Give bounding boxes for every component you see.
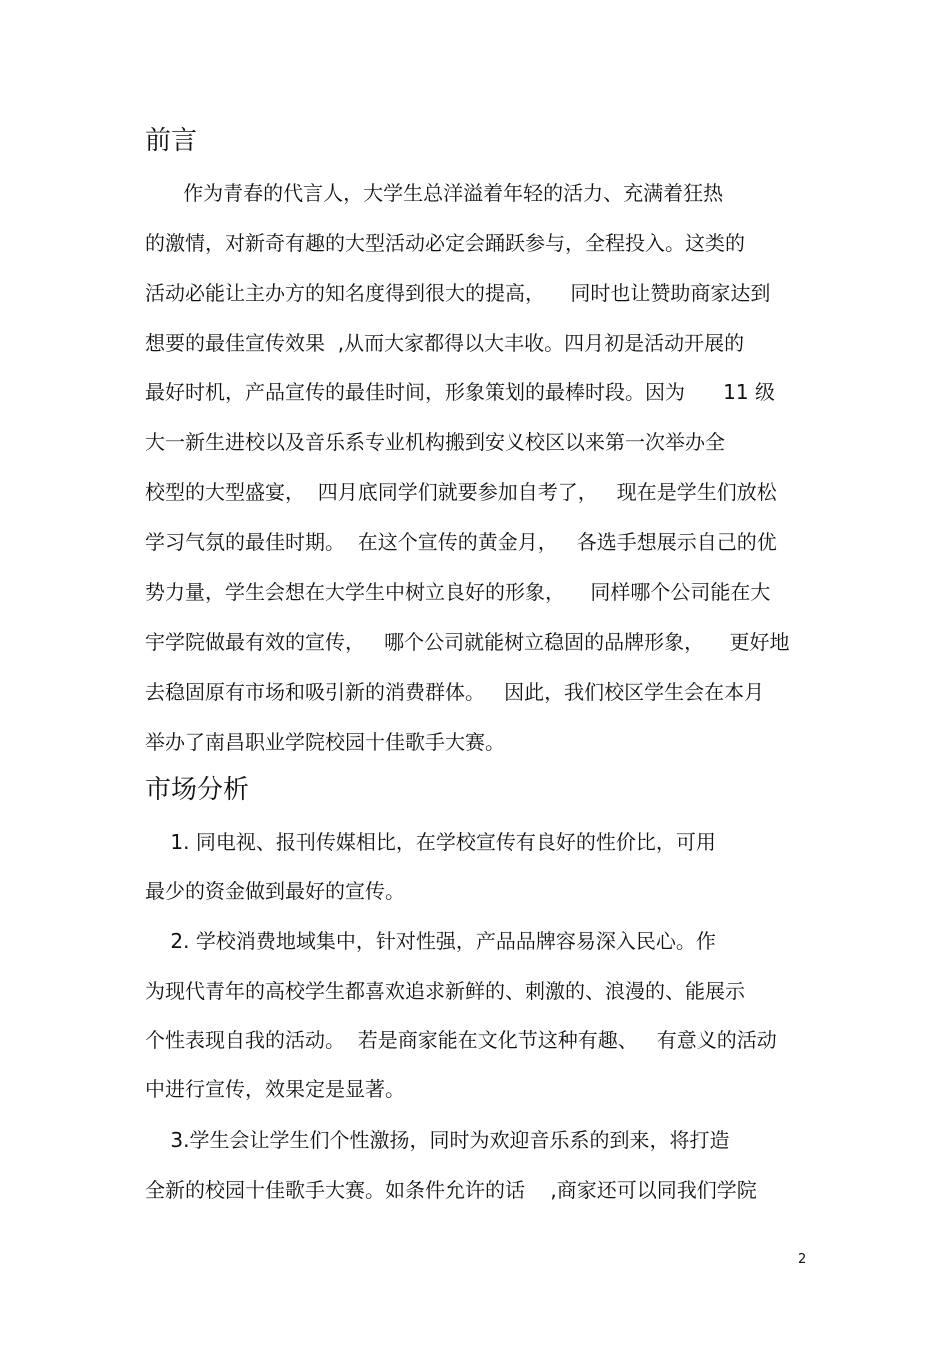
paragraph-line: 活动必能让主办方的知名度得到很大的提高， 同时也让赞助商家达到 (145, 281, 771, 305)
section-title-market-analysis: 市场分析 (145, 775, 250, 805)
list-item-line: 2. 学校消费地域集中，针对性强，产品品牌容易深入民心。作 (145, 929, 716, 953)
paragraph-line: 宇学院做最有效的宣传， 哪个公司就能树立稳固的品牌形象， 更好地 (145, 630, 790, 654)
list-item-line: 1. 同电视、报刊传媒相比，在学校宣传有良好的性价比，可用 (145, 830, 716, 854)
list-item-line: 个性表现自我的活动。 若是商家能在文化节这种有趣、 有意义的活动 (145, 1028, 777, 1052)
list-item-line: 最少的资金做到最好的宣传。 (145, 879, 405, 903)
paragraph-line: 势力量，学生会想在大学生中树立良好的形象， 同样哪个公司能在大 (145, 580, 771, 604)
paragraph-line: 去稳固原有市场和吸引新的消费群体。 因此，我们校区学生会在本月 (145, 680, 765, 704)
paragraph-line: 校型的大型盛宴， 四月底同学们就要参加自考了， 现在是学生们放松 (145, 480, 777, 504)
section-title-preface: 前言 (145, 126, 198, 156)
list-item-line: 为现代青年的高校学生都喜欢追求新鲜的、刺激的、浪漫的、能展示 (145, 979, 745, 1003)
page-number: 2 (798, 1252, 807, 1267)
paragraph-line: 作为青春的代言人，大学生总洋溢着年轻的活力、充满着狂热 (145, 181, 724, 205)
list-item-line: 中进行宣传，效果定是显著。 (145, 1077, 405, 1101)
list-item-line: 全新的校园十佳歌手大赛。如条件允许的话 ,商家还可以同我们学院 (145, 1178, 757, 1202)
paragraph-line: 的激情，对新奇有趣的大型活动必定会踊跃参与，全程投入。这类的 (145, 231, 745, 255)
paragraph-line: 举办了南昌职业学院校园十佳歌手大赛。 (145, 730, 505, 754)
paragraph-line: 最好时机，产品宣传的最佳时间，形象策划的最棒时段。因为 11 级 (145, 380, 775, 404)
paragraph-line: 大一新生进校以及音乐系专业机构搬到安义校区以来第一次举办全 (145, 430, 725, 454)
list-item-line: 3.学生会让学生们个性激扬，同时为欢迎音乐系的到来，将打造 (145, 1128, 730, 1152)
paragraph-line: 学习气氛的最佳时期。 在这个宣传的黄金月， 各选手想展示自己的优 (145, 530, 777, 554)
paragraph-line: 想要的最佳宣传效果 ,从而大家都得以大丰收。四月初是活动开展的 (145, 331, 745, 355)
